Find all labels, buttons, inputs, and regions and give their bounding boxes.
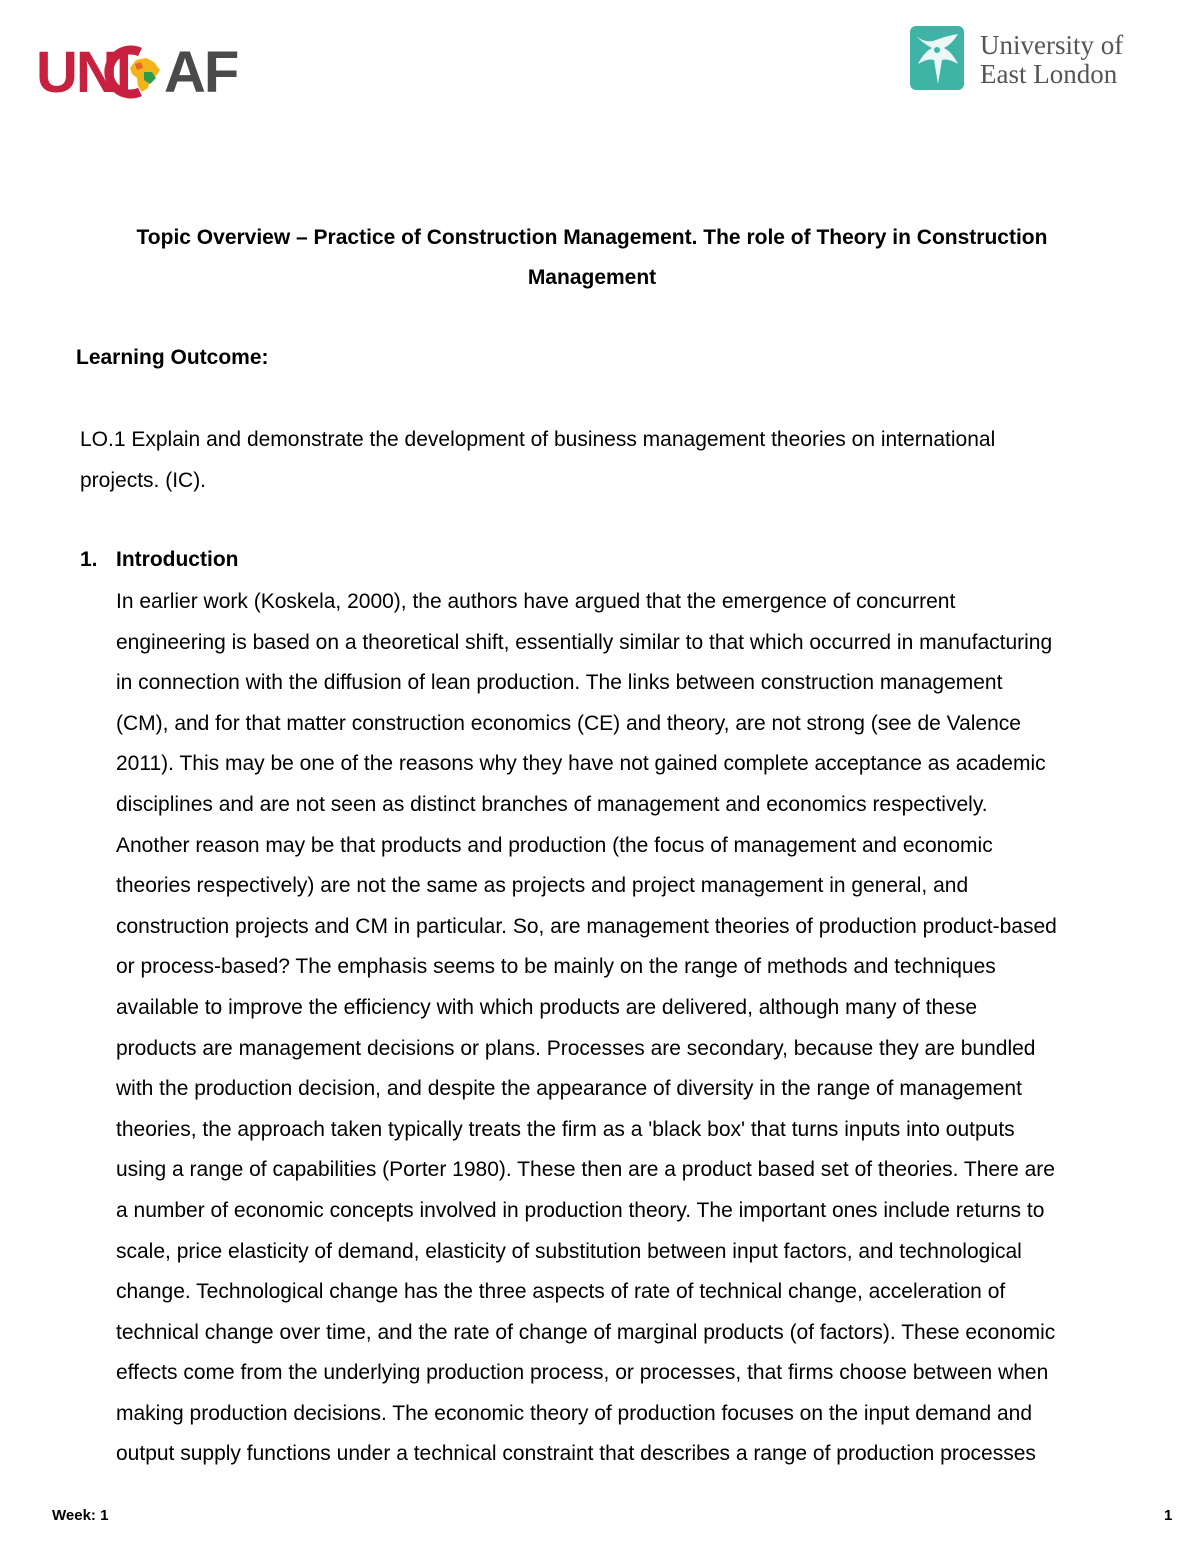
page-title-line2: Management: [527, 266, 657, 289]
paragraph-line: in connection with the diffusion of lean production. The links between construction management: [116, 671, 1003, 695]
introduction-paragraph: [116, 582, 1186, 1475]
section-heading-introduction: [80, 542, 238, 578]
section-number: 1.: [80, 548, 98, 571]
paragraph-line: 2011). This may be one of the reasons why they have not gained complete acceptance as academic: [116, 752, 1046, 776]
paragraph-line: or process-based? The emphasis seems to be mainly on the range of methods and techniques: [116, 955, 996, 979]
page-title: [0, 218, 1184, 298]
paragraph-line: theories respectively) are not the same as projects and project management in general, and: [116, 874, 969, 898]
learning-outcome-line: projects. (IC).: [80, 468, 207, 492]
uel-logo: [906, 22, 1156, 96]
section-title: Introduction: [116, 548, 239, 571]
svg-text:UNI: UNI: [36, 40, 130, 102]
paragraph-line: change. Technological change has the three aspects of rate of technical change, acceleration of: [116, 1280, 1006, 1304]
paragraph-line: with the production decision, and despite the appearance of diversity in the range of management: [116, 1077, 1022, 1101]
paragraph-line: In earlier work (Koskela, 2000), the authors have argued that the emergence of concurrent: [116, 590, 956, 613]
paragraph-line: scale, price elasticity of demand, elasticity of substitution between input factors, and technological: [116, 1239, 1022, 1263]
learning-outcome-text: [80, 420, 1140, 501]
uel-logo-line2: East London: [980, 59, 1118, 89]
paragraph-line: effects come from the underlying production process, or processes, that firms choose between when: [116, 1361, 1049, 1385]
paragraph-line: available to improve the efficiency with which products are delivered, although many of these: [116, 995, 978, 1019]
learning-outcome-heading: Learning Outcome:: [76, 346, 269, 369]
paragraph-line: making production decisions. The economic theory of production focuses on the input demand and: [116, 1401, 1033, 1425]
paragraph-line: construction projects and CM in particular. So, are management theories of production product-based: [116, 914, 1057, 938]
svg-text:AF: AF: [164, 40, 238, 102]
unicaf-logo: [36, 38, 246, 102]
paragraph-line: (CM), and for that matter construction economics (CE) and theory, are not strong (see de Valence: [116, 711, 1021, 735]
paragraph-line: disciplines and are not seen as distinct branches of management and economics respectively.: [116, 792, 988, 816]
paragraph-line: technical change over time, and the rate of change of marginal products (of factors). These economic: [116, 1320, 1056, 1344]
paragraph-line: engineering is based on a theoretical shift, essentially similar to that which occurred in manufacturing: [116, 630, 1053, 654]
paragraph-line: a number of economic concepts involved in production theory. The important ones include returns to: [116, 1198, 1045, 1222]
paragraph-line: theories, the approach taken typically treats the firm as a 'black box' that turns inputs into outputs: [116, 1117, 1015, 1141]
paragraph-line: products are management decisions or plans. Processes are secondary, because they are bundled: [116, 1036, 1036, 1060]
learning-outcome-line: LO.1 Explain and demonstrate the development of business management theories on international: [80, 428, 996, 451]
uel-logo-line1: University of: [980, 30, 1124, 60]
paragraph-line: using a range of capabilities (Porter 1980). These then are a product based set of theories. There are: [116, 1158, 1055, 1182]
phoenix-crest-icon: [910, 26, 964, 90]
paragraph-line: Another reason may be that products and production (the focus of management and economic: [116, 833, 993, 857]
footer-page-number: 1: [1164, 1507, 1173, 1524]
page-title-line1: Topic Overview – Practice of Construction Management. The role of Theory in Construction: [136, 226, 1048, 249]
paragraph-line: output supply functions under a technical constraint that describes a range of production processes: [116, 1442, 1036, 1466]
footer-week-label: Week: 1: [52, 1507, 109, 1524]
